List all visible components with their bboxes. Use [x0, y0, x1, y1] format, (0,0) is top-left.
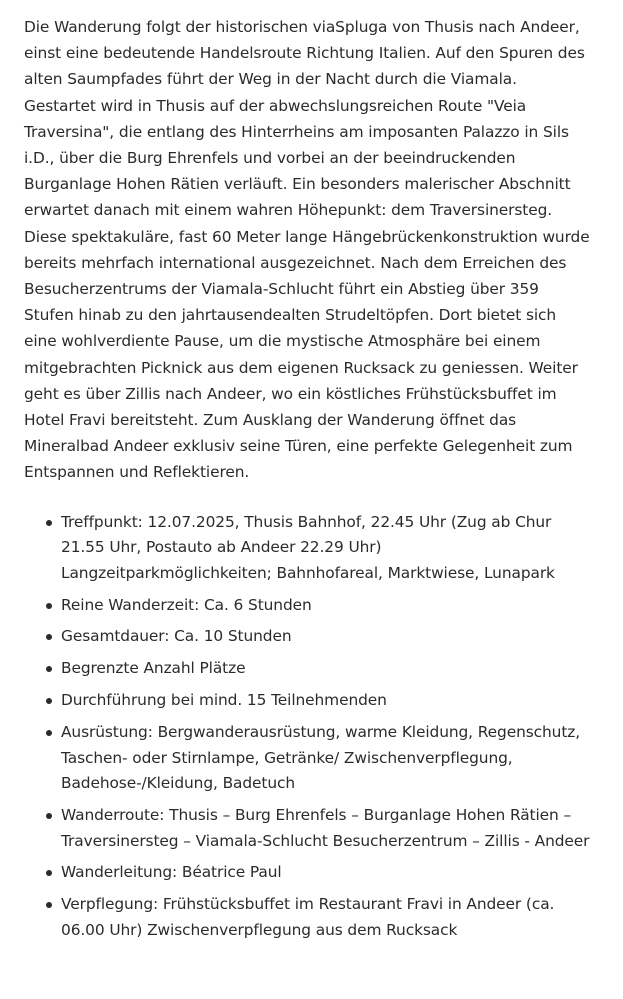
details-list [24, 510, 592, 944]
bullet-icon [46, 520, 52, 526]
list-item-wanderroute [24, 803, 592, 854]
treffpunkt-text: Treffpunkt: 12.07.2025, Thusis Bahnhof, 22.45 Uhr (Zug ab Chur 21.55 Uhr, Postauto ab Andeer 22.29 Uhr) [61, 512, 552, 557]
list-item-wanderzeit [24, 593, 592, 619]
ausruestung-text: Ausrüstung: Bergwanderausrüstung, warme Kleidung, Regenschutz, Taschen- oder Stirnlampe, Getränke/ Zwischenverpflegung, Badehose-/Kleidung, Badetuch [61, 723, 581, 793]
list-item-gesamtdauer [24, 624, 592, 650]
list-item-durchfuehrung [24, 688, 592, 714]
durchfuehrung-text: Durchführung bei mind. 15 Teilnehmenden [61, 691, 387, 710]
list-item-wanderleitung [24, 860, 592, 886]
bullet-icon [46, 870, 52, 876]
bullet-icon [46, 813, 52, 819]
bullet-icon [46, 902, 52, 908]
list-item-plaetze [24, 656, 592, 682]
wanderroute-text: Wanderroute: Thusis – Burg Ehrenfels – Burganlage Hohen Rätien – Traversinersteg – Viamala-Schlucht Besucherzentrum – Zillis - Andeer [61, 806, 590, 850]
article-content [24, 14, 592, 950]
wanderleitung-text: Wanderleitung: Béatrice Paul [61, 863, 282, 882]
bullet-icon [46, 603, 52, 609]
list-item-treffpunkt [24, 510, 592, 587]
wanderzeit-text: Reine Wanderzeit: Ca. 6 Stunden [61, 595, 312, 614]
bullet-icon [46, 730, 52, 736]
list-item-ausruestung [24, 720, 592, 797]
parking-text: Langzeitparkmöglichkeiten; Bahnhofareal, Marktwiese, Lunapark [61, 563, 555, 582]
gesamtdauer-text: Gesamtdauer: Ca. 10 Stunden [61, 627, 292, 646]
list-item-verpflegung [24, 892, 592, 943]
bullet-icon [46, 666, 52, 672]
verpflegung-text: Verpflegung: Frühstücksbuffet im Restaurant Fravi in Andeer (ca. 06.00 Uhr) Zwischenverpflegung aus dem Rucksack [61, 895, 555, 939]
plaetze-text: Begrenzte Anzahl Plätze [61, 659, 246, 678]
bullet-icon [46, 698, 52, 704]
bullet-icon [46, 634, 52, 640]
intro-paragraph: Die Wanderung folgt der historischen viaSpluga von Thusis nach Andeer, einst eine bedeutende Handelsroute Richtung Italien. Auf den Spuren des alten Saumpfades führt der Weg in der Nacht durch die Viamala. Gestartet wird in Thusis auf der abwechslungsreichen Route "Veia Traversina", die entlang des Hinterrheins am imposanten Palazzo in Sils i.D., über die Burg Ehrenfels und vorbei an der beeindruckenden Burganlage Hohen Rätien verläuft. Ein besonders malerischer Abschnitt erwartet danach mit einem wahren Höhepunkt: dem Traversinersteg. Diese spektakuläre, fast 60 Meter lange Hängebrückenkonstruktion wurde bereits mehrfach international ausgezeichnet. Nach dem Erreichen des Besucherzentrums der Viamala-Schlucht führt ein Abstieg über 359 Stufen hinab zu den jahrtausendealten Strudeltöpfen. Dort bietet sich eine wohlverdiente Pause, um die mystische Atmosphäre bei einem mitgebrachten Picknick aus dem eigenen Rucksack zu geniessen. Weiter geht es über Zillis nach Andeer, wo ein köstliches Frühstücksbuffet im Hotel Fravi bereitsteht. Zum Ausklang der Wanderung öffnet das Mineralbad Andeer exklusiv seine Türen, eine perfekte Gelegenheit zum Entspannen und Reflektieren. [24, 18, 590, 482]
